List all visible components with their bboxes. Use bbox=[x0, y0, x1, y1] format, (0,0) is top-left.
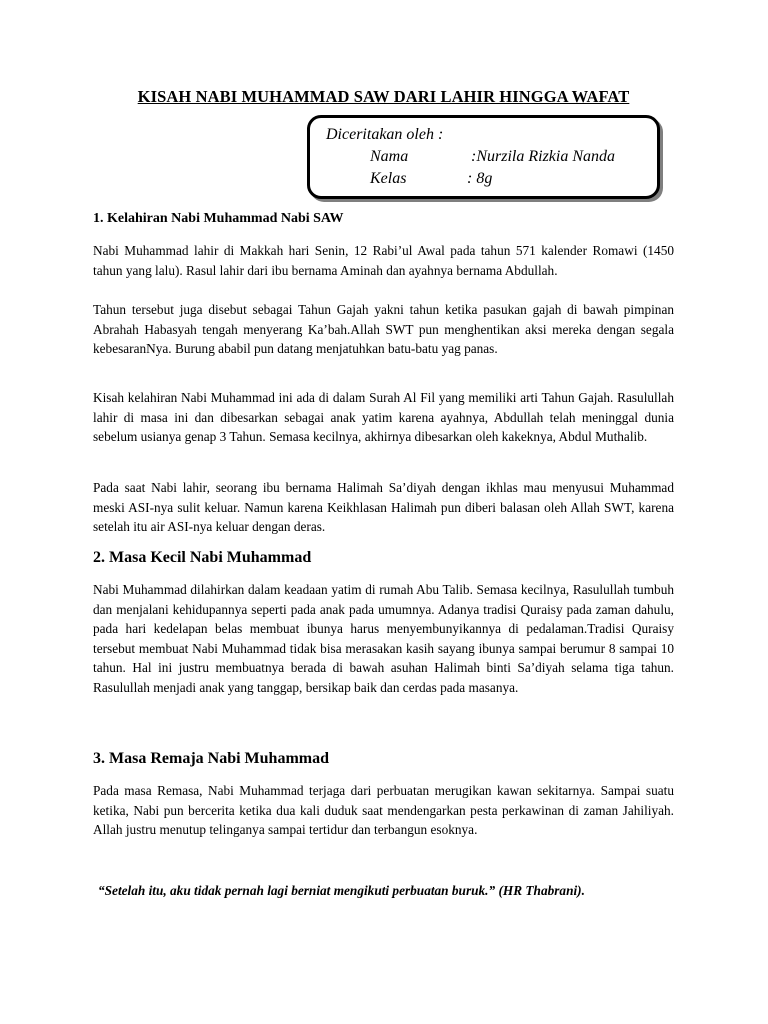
section1-paragraph-4: Pada saat Nabi lahir, seorang ibu bernama Halimah Sa’diyah dengan ikhlas mau menyusui Muhammad meski ASI-nya sulit keluar. Namun karena Keikhlasan Halimah pun diberi balasan oleh Allah SWT, karena setelah itu air ASI-nya keluar dengan deras. bbox=[93, 480, 674, 534]
hadith-quote: “Setelah itu, aku tidak pernah lagi berniat mengikuti perbuatan buruk.” (HR Thabrani). bbox=[98, 883, 585, 898]
section3-heading: 3. Masa Remaja Nabi Muhammad bbox=[93, 750, 329, 767]
section2-paragraph-1: Nabi Muhammad dilahirkan dalam keadaan yatim di rumah Abu Talib. Semasa kecilnya, Rasulullah tumbuh dan menjalani kehidupannya seperti pada anak pada umumnya. Adanya tradisi Quraisy pada zaman dahulu, pada hari kedelapan belas membuat ibunya harus menyembunyikannya di pedalaman.Tradisi Quraisy tersebut membuat Nabi Muhammad tidak bisa merasakan kasih sayang ibunya sampai berumur 8 sampai 10 tahun. Hal ini justru membuatnya berada di bawah asuhan Halimah binti Sa’diyah selama tiga tahun. Rasulullah menjadi anak yang tanggap, bersikap baik dan cerdas pada masanya. bbox=[93, 582, 674, 695]
name-value: :Nurzila Rizkia Nanda bbox=[471, 148, 616, 165]
section2-heading: 2. Masa Kecil Nabi Muhammad bbox=[93, 549, 312, 566]
narrator-box bbox=[307, 115, 660, 199]
name-label: Nama bbox=[370, 148, 409, 165]
section1-paragraph-2: Tahun tersebut juga disebut sebagai Tahun Gajah yakni tahun ketika pasukan gajah di bawah pimpinan Abrahah Habasyah tengah menyerang Ka’bah.Allah SWT pun menghentikan aksi mereka dengan segala kebesaranNya. Burung ababil pun datang menjatuhkan batu-batu yag panas. bbox=[93, 302, 674, 356]
section1-heading: 1. Kelahiran Nabi Muhammad Nabi SAW bbox=[93, 211, 344, 226]
section1-paragraph-1: Nabi Muhammad lahir di Makkah hari Senin, 12 Rabi’ul Awal pada tahun 571 kalender Romawi (1450 tahun yang lalu). Rasul lahir dari ibu bernama Aminah dan ayahnya bernama Abdullah. bbox=[93, 243, 674, 278]
class-value: : 8g bbox=[467, 170, 493, 187]
class-label: Kelas bbox=[370, 170, 407, 187]
document-title: KISAH NABI MUHAMMAD SAW DARI LAHIR HINGGA WAFAT bbox=[137, 87, 630, 106]
section1-paragraph-3: Kisah kelahiran Nabi Muhammad ini ada di dalam Surah Al Fil yang memiliki arti Tahun Gajah. Rasulullah lahir di masa ini dan dibesarkan sebagai anak yatim karena ayahnya, Abdullah telah meninggal dunia sebelum usianya genap 3 Tahun. Semasa kecilnya, akhirnya dibesarkan oleh kakeknya, Abdul Muthalib. bbox=[93, 390, 674, 444]
section3-paragraph-1: Pada masa Remasa, Nabi Muhammad terjaga dari perbuatan merugikan kawan sekitarnya. Sampai suatu ketika, Nabi pun bercerita ketika dua kali duduk saat mendengarkan pesta perkawinan di zaman Jahiliyah. Allah justru menutup telinganya sampai tertidur dan terbangun esoknya. bbox=[93, 783, 674, 837]
narrator-heading: Diceritakan oleh : bbox=[326, 126, 444, 143]
